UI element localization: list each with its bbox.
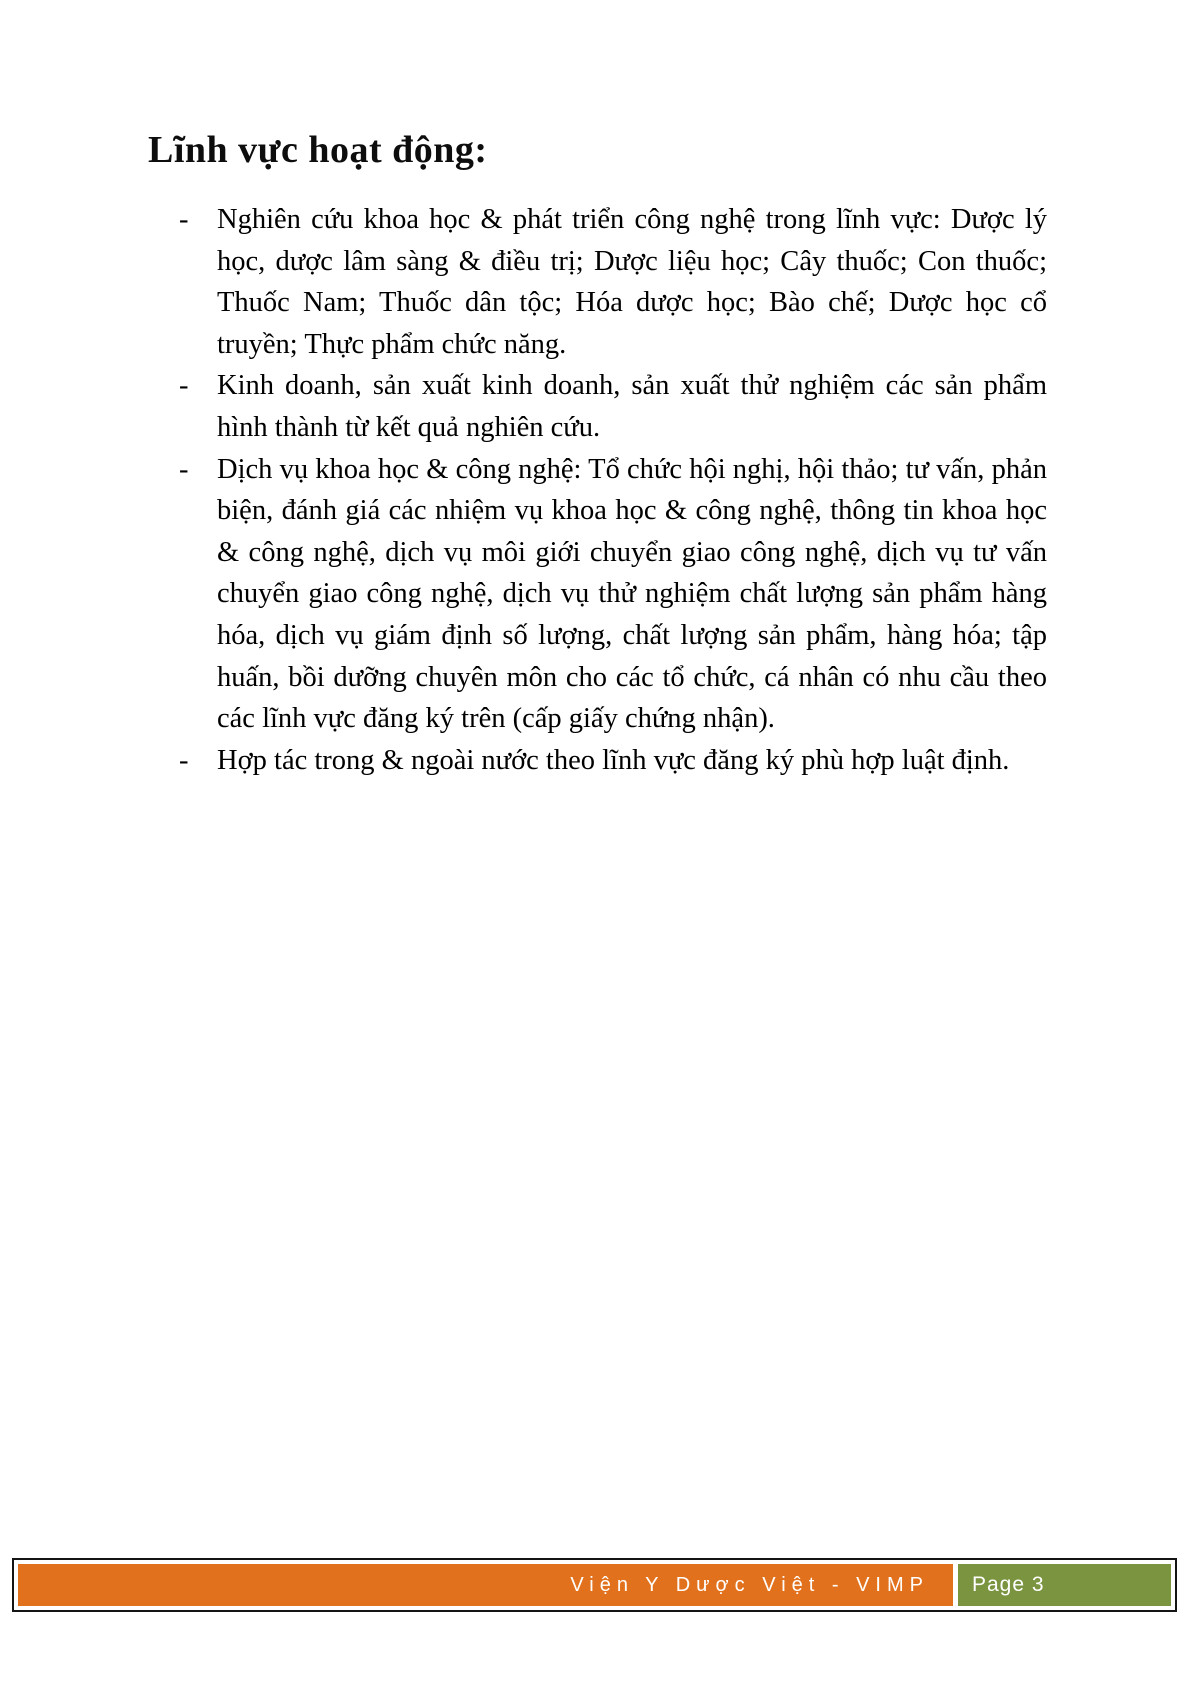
page-footer — [12, 1558, 1177, 1612]
bullet-text: Nghiên cứu khoa học & phát triển công nghệ trong lĩnh vực: Dược lý học, dược lâm sàng & điều trị; Dược liệu học; Cây thuốc; Con thuốc; Thuốc Nam; Thuốc dân tộc; Hóa dược học; Bào chế; Dược học cổ truyền; Thực phẩm chức năng. — [217, 204, 1047, 360]
bullet-text: Hợp tác trong & ngoài nước theo lĩnh vực đăng ký phù hợp luật định. — [217, 744, 1010, 776]
footer-page-box — [958, 1564, 1171, 1606]
list-item — [179, 199, 1047, 365]
list-item — [179, 449, 1047, 740]
bullet-dash: - — [179, 370, 189, 402]
bullet-dash: - — [179, 204, 189, 235]
bullet-text: Kinh doanh, sản xuất kinh doanh, sản xuất thử nghiệm các sản phẩm hình thành từ kết quả nghiên cứu. — [217, 370, 1047, 443]
footer-org-label: Viện Y Dược Việt - VIMP — [570, 1573, 929, 1596]
list-item — [179, 740, 1047, 782]
page-title: Lĩnh vực hoạt động: — [148, 129, 488, 171]
bullet-dash: - — [179, 744, 189, 776]
footer-org-bar — [18, 1564, 953, 1606]
bullet-text: Dịch vụ khoa học & công nghệ: Tổ chức hội nghị, hội thảo; tư vấn, phản biện, đánh giá các nhiệm vụ khoa học & công nghệ, thông tin khoa học & công nghệ, dịch vụ môi giới chuyển giao công nghệ, dịch vụ tư vấn chuyển giao công nghệ, dịch vụ thử nghiệm chất lượng sản phẩm hàng hóa, dịch vụ giám định số lượng, chất lượng sản phẩm, hàng hóa; tập huấn, bồi dưỡng chuyên môn cho các tổ chức, cá nhân có nhu cầu theo các lĩnh vực đăng ký trên (cấp giấy chứng nhận). — [217, 453, 1047, 735]
footer-page-number: Page 3 — [972, 1573, 1045, 1596]
activity-bullet-list — [179, 199, 1047, 781]
list-item — [179, 365, 1047, 448]
bullet-dash: - — [179, 453, 189, 485]
